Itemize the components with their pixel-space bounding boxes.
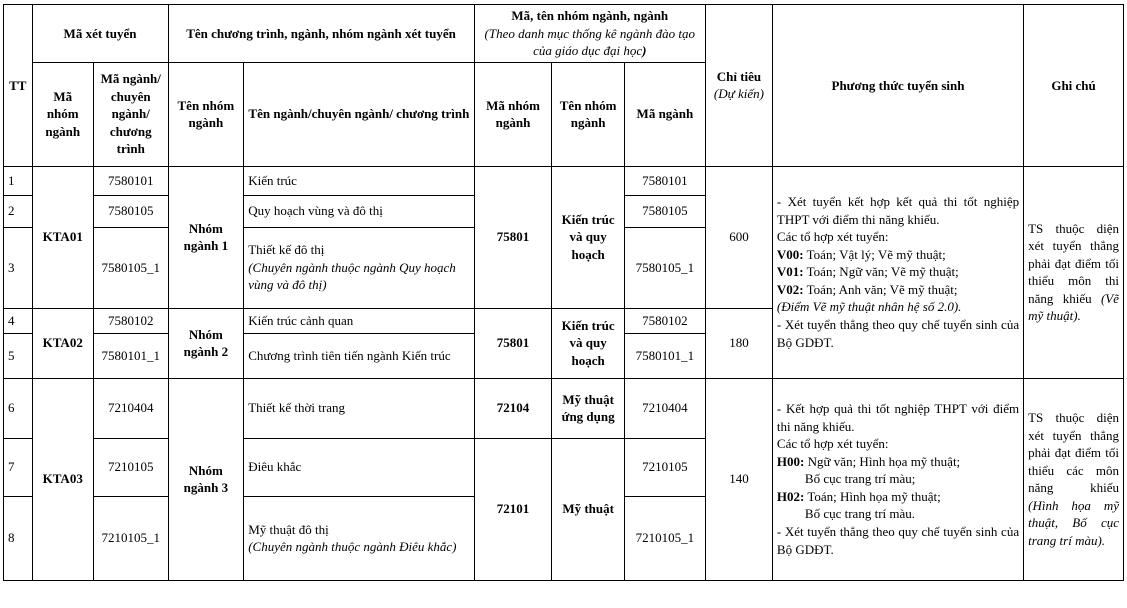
cell-ten: Mỹ thuật đô thị (Chuyên ngành thuộc ngành Điêu khắc) — [244, 496, 474, 580]
cell-ma-nganh: 7580101 — [624, 166, 705, 195]
cell-ma-nganh: 7580105 — [624, 195, 705, 227]
cell-ma: 7580101 — [93, 166, 168, 195]
cell-ten-nhom: Kiến trúc và quy hoạch — [552, 308, 624, 378]
col-ma-ten-nhom-title: Mã, tên nhóm ngành, ngành — [511, 8, 669, 23]
cell-ghi-chu-1: TS thuộc diện xét tuyển thẳng phải đạt điểm tối thiểu môn thi năng khiếu (Vẽ mỹ thuật). — [1024, 166, 1124, 378]
cell-tt: 6 — [4, 378, 33, 438]
cell-tt: 8 — [4, 496, 33, 580]
col-tt: TT — [4, 5, 33, 167]
cell-ten: Kiến trúc — [244, 166, 474, 195]
cell-ma-nganh: 7580101_1 — [624, 333, 705, 378]
cell-tt: 4 — [4, 308, 33, 333]
cell-ten: Chương trình tiên tiến ngành Kiến trúc — [244, 333, 474, 378]
cell-ma: 7580101_1 — [93, 333, 168, 378]
cell-ma-nganh: 7210105 — [624, 438, 705, 496]
cell-phuong-thuc-2: - Kết hợp quả thi tốt nghiệp THPT với điểm thi năng khiếu. Các tổ hợp xét tuyển: H00: Ngữ văn; Hình họa mỹ thuật; Bố cục trang trí màu; H02: Toán; Hình họa mỹ thuật; Bố cục trang trí màu. - Xét tuyển thẳng theo quy chế tuyển sinh của Bộ GDĐT. — [772, 378, 1023, 580]
cell-tt: 5 — [4, 333, 33, 378]
admission-table — [3, 4, 1124, 581]
cell-chi-tieu: 600 — [706, 166, 773, 308]
cell-ma-nhom: 75801 — [474, 308, 552, 378]
cell-chi-tieu: 180 — [706, 308, 773, 378]
col-ghi-chu: Ghi chú — [1024, 5, 1124, 167]
col-ten-nhom-nganh-2: Tên nhóm ngành — [552, 62, 624, 166]
col-ten-chuong-trinh: Tên chương trình, ngành, nhóm ngành xét tuyển — [168, 5, 474, 63]
cell-chi-tieu: 140 — [706, 378, 773, 580]
cell-ten-nhom: Kiến trúc và quy hoạch — [552, 166, 624, 308]
cell-ma-nhom: 72104 — [474, 378, 552, 438]
cell-group-code: KTA02 — [32, 308, 93, 378]
cell-tt: 2 — [4, 195, 33, 227]
col-ten-nganh-chuyen: Tên ngành/chuyên ngành/ chương trình — [244, 62, 474, 166]
cell-ma: 7210105_1 — [93, 496, 168, 580]
cell-ma: 7580105 — [93, 195, 168, 227]
col-ma-nhom-nganh: Mã nhóm ngành — [32, 62, 93, 166]
cell-ten: Thiết kế thời trang — [244, 378, 474, 438]
cell-ten-nhom: Mỹ thuật — [552, 438, 624, 580]
cell-ma-nhom: 75801 — [474, 166, 552, 308]
cell-ma: 7580102 — [93, 308, 168, 333]
cell-ma-nganh: 7210105_1 — [624, 496, 705, 580]
cell-ma-nhom: 72101 — [474, 438, 552, 580]
cell-ma: 7210404 — [93, 378, 168, 438]
col-ma-ten-nhom — [474, 5, 705, 63]
cell-nhom-nganh: Nhóm ngành 1 — [168, 166, 244, 308]
table-row — [4, 378, 1124, 438]
col-ma-nhom-nganh-2: Mã nhóm ngành — [474, 62, 552, 166]
cell-ma-nganh: 7210404 — [624, 378, 705, 438]
col-ma-ten-nhom-sub: (Theo danh mục thống kê ngành đào tạo của giáo dục đại học) — [484, 25, 696, 59]
col-ma-xet-tuyen: Mã xét tuyển — [32, 5, 168, 63]
cell-ten: Kiến trúc cảnh quan — [244, 308, 474, 333]
col-ma-nganh-chuyen: Mã ngành/ chuyên ngành/ chương trình — [93, 62, 168, 166]
cell-tt: 3 — [4, 227, 33, 308]
cell-ma-nganh: 7580105_1 — [624, 227, 705, 308]
cell-ten: Điêu khắc — [244, 438, 474, 496]
cell-ma-nganh: 7580102 — [624, 308, 705, 333]
cell-tt: 1 — [4, 166, 33, 195]
cell-ma: 7210105 — [93, 438, 168, 496]
cell-phuong-thuc-1: - Xét tuyển kết hợp kết quả thi tốt nghiệp THPT với điểm thi năng khiếu. Các tổ hợp xét tuyển: V00: Toán; Vật lý; Vẽ mỹ thuật; V01: Toán; Ngữ văn; Vẽ mỹ thuật; V02: Toán; Anh văn; Vẽ mỹ thuật; (Điểm Vẽ mỹ thuật nhân hệ số 2.0). - Xét tuyển thẳng theo quy chế tuyển sinh của Bộ GDĐT. — [772, 166, 1023, 378]
header-row-1 — [4, 5, 1124, 63]
cell-ma: 7580105_1 — [93, 227, 168, 308]
cell-group-code: KTA03 — [32, 378, 93, 580]
cell-nhom-nganh: Nhóm ngành 2 — [168, 308, 244, 378]
cell-nhom-nganh: Nhóm ngành 3 — [168, 378, 244, 580]
table-row — [4, 166, 1124, 195]
cell-ten: Thiết kế đô thị (Chuyên ngành thuộc ngành Quy hoạch vùng và đô thị) — [244, 227, 474, 308]
cell-tt: 7 — [4, 438, 33, 496]
cell-ten-nhom: Mỹ thuật ứng dụng — [552, 378, 624, 438]
cell-ghi-chu-2: TS thuộc diện xét tuyển thẳng phải đạt điểm tối thiểu các môn năng khiếu (Hình họa mỹ thuật, Bố cục trang trí màu). — [1024, 378, 1124, 580]
cell-ten: Quy hoạch vùng và đô thị — [244, 195, 474, 227]
cell-group-code: KTA01 — [32, 166, 93, 308]
col-ten-nhom-nganh: Tên nhóm ngành — [168, 62, 244, 166]
col-chi-tieu: Chỉ tiêu (Dự kiến) — [706, 5, 773, 167]
col-phuong-thuc: Phương thức tuyển sinh — [772, 5, 1023, 167]
col-ma-nganh: Mã ngành — [624, 62, 705, 166]
